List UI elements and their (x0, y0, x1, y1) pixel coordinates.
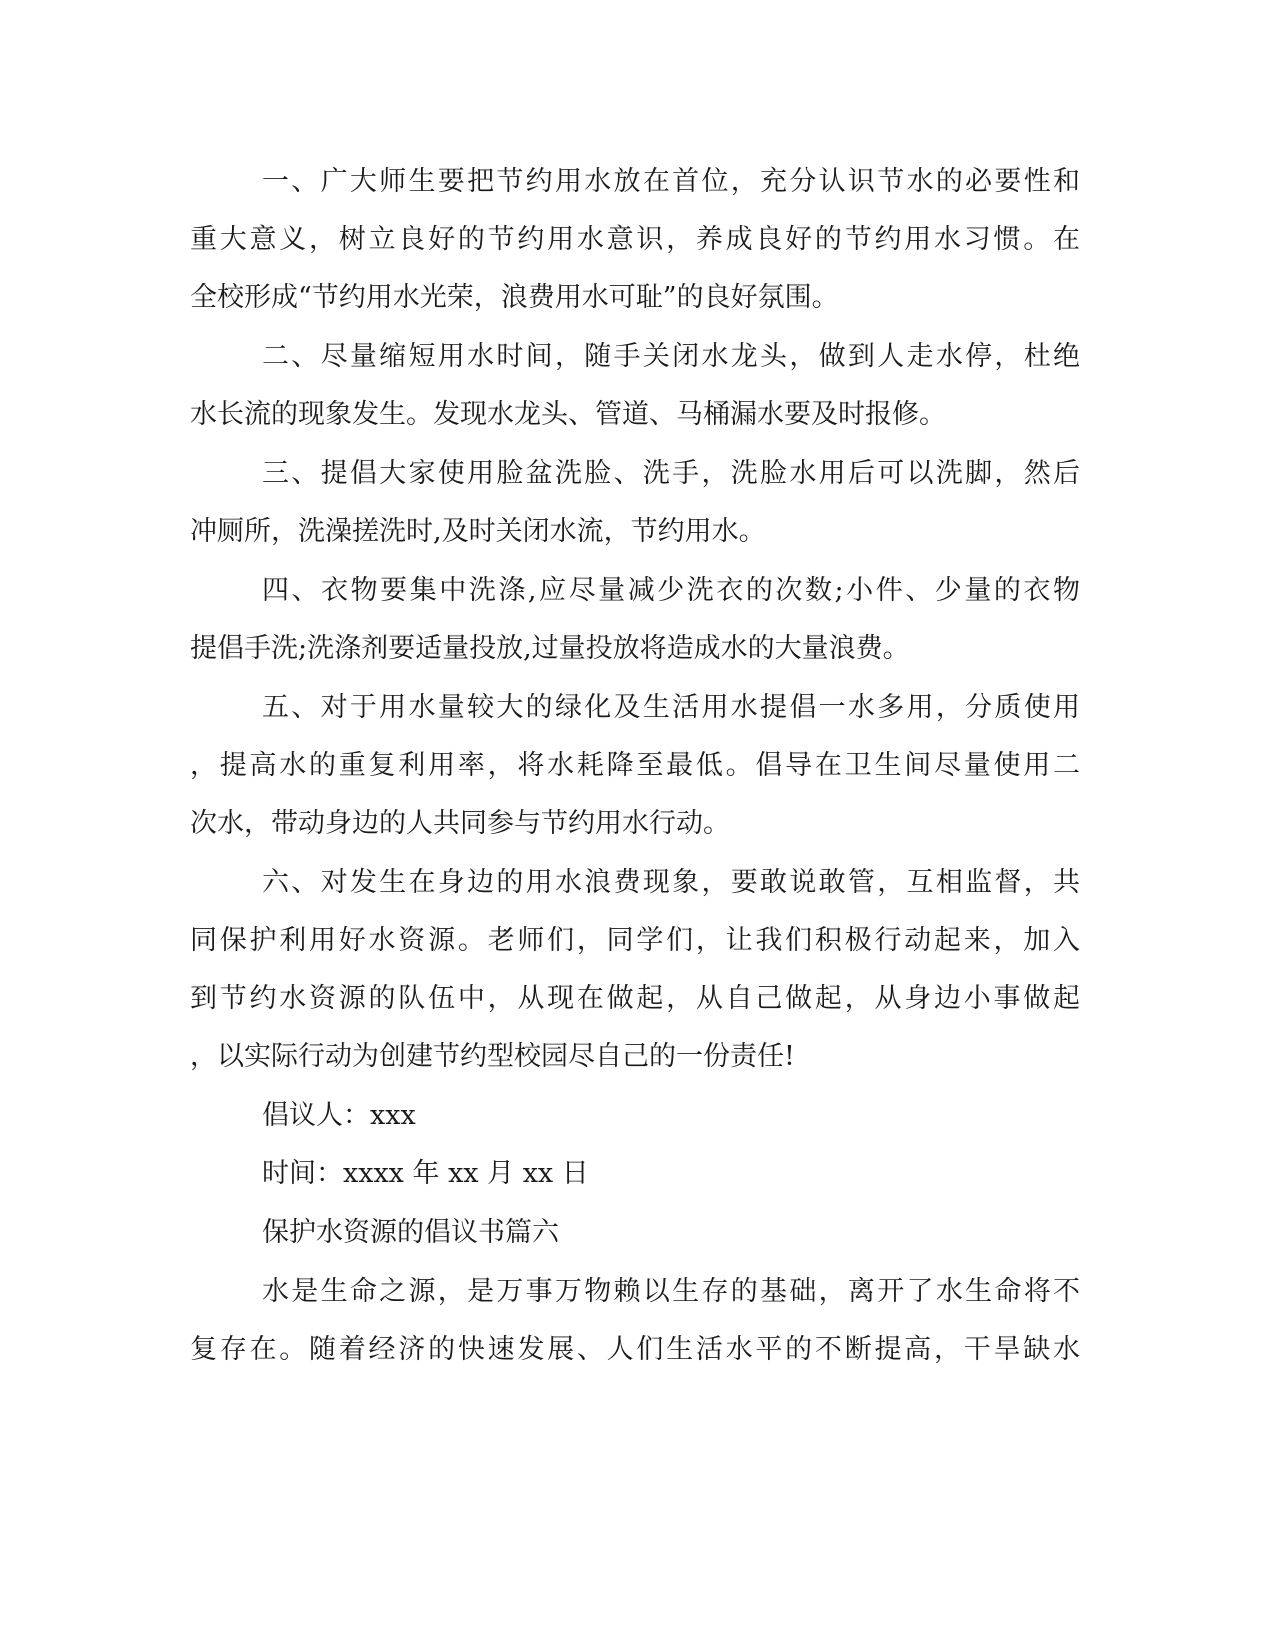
paragraph-6-line-4: ，以实际行动为创建节约型校园尽自己的一份责任! (190, 1041, 795, 1072)
paragraph-6-line-1: 六、对发生在身边的用水浪费现象，要敢说敢管，互相监督，共 (262, 867, 1080, 898)
paragraph-7-line-2: 复存在。随着经济的快速发展、人们生活水平的不断提高，干旱缺水 (190, 1334, 1080, 1365)
paragraph-6-line-3: 到节约水资源的队伍中，从现在做起，从自己做起，从身边小事做起 (190, 983, 1080, 1014)
paragraph-7-line-1: 水是生命之源，是万事万物赖以生存的基础，离开了水生命将不 (262, 1276, 1080, 1307)
paragraph-1-line-3: 全校形成“节约用水光荣，浪费用水可耻”的良好氛围。 (190, 282, 839, 313)
paragraph-5-line-2: ，提高水的重复利用率，将水耗降至最低。倡导在卫生间尽量使用二 (190, 750, 1080, 781)
paragraph-1-line-2: 重大意义，树立良好的节约用水意识，养成良好的节约用水习惯。在 (190, 224, 1080, 255)
paragraph-4-line-2: 提倡手洗;洗涤剂要适量投放,过量投放将造成水的大量浪费。 (190, 633, 910, 664)
paragraph-1-line-1: 一、广大师生要把节约用水放在首位，充分认识节水的必要性和 (262, 166, 1080, 197)
date-line: 时间：xxxx 年 xx 月 xx 日 (262, 1158, 589, 1189)
paragraph-3-line-1: 三、提倡大家使用脸盆洗脸、洗手，洗脸水用后可以洗脚，然后 (262, 458, 1080, 489)
section-title: 保护水资源的倡议书篇六 (262, 1217, 559, 1248)
paragraph-5-line-1: 五、对于用水量较大的绿化及生活用水提倡一水多用，分质使用 (262, 692, 1080, 723)
paragraph-4-line-1: 四、衣物要集中洗涤,应尽量减少洗衣的次数;小件、少量的衣物 (262, 575, 1080, 606)
paragraph-6-line-2: 同保护利用好水资源。老师们，同学们，让我们积极行动起来，加入 (190, 925, 1080, 956)
paragraph-2-line-2: 水长流的现象发生。发现水龙头、管道、马桶漏水要及时报修。 (190, 399, 946, 430)
paragraph-3-line-2: 冲厕所，洗澡搓洗时,及时关闭水流，节约用水。 (190, 516, 766, 547)
proposer-line: 倡议人：xxx (262, 1100, 416, 1131)
paragraph-5-line-3: 次水，带动身边的人共同参与节约用水行动。 (190, 808, 730, 839)
paragraph-2-line-1: 二、尽量缩短用水时间，随手关闭水龙头，做到人走水停，杜绝 (262, 341, 1080, 372)
